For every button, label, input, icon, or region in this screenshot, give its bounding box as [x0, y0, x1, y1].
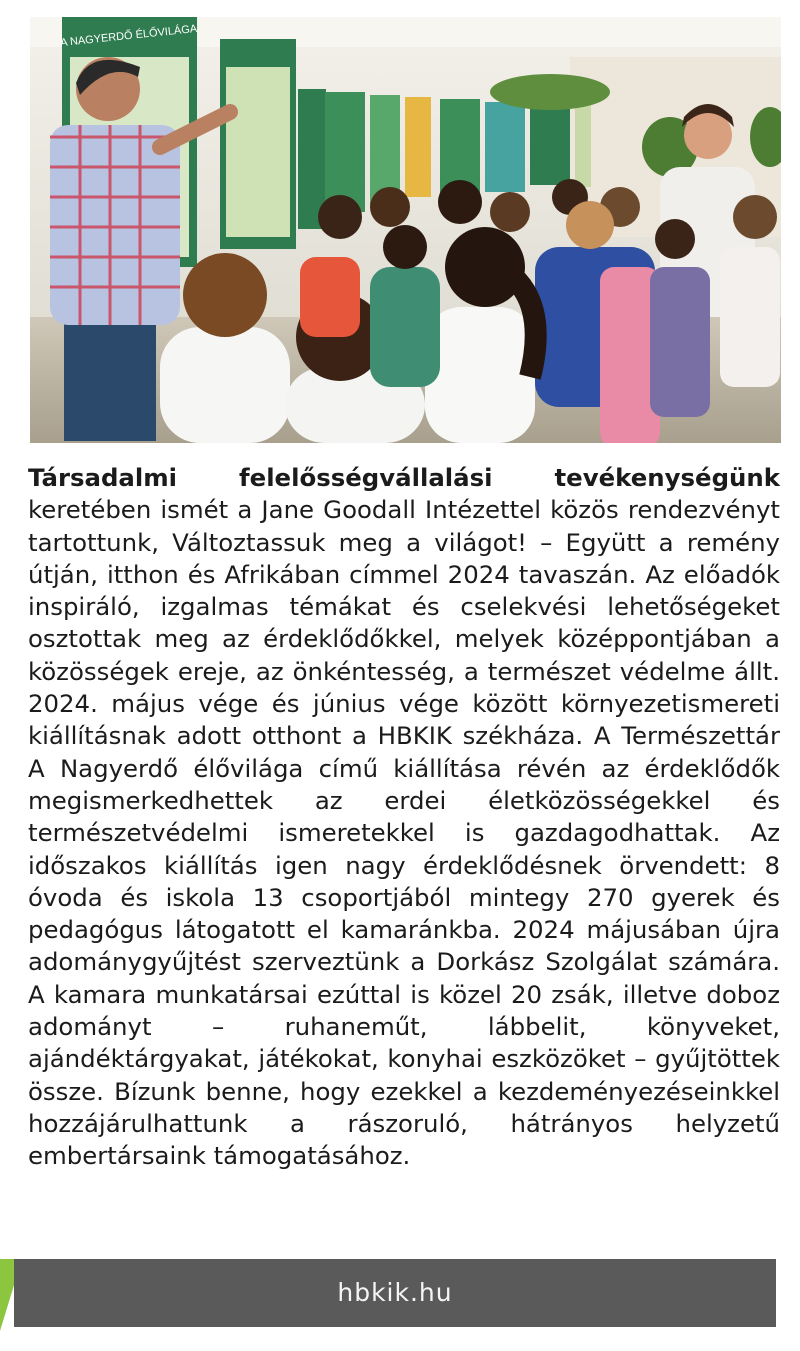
- website-link[interactable]: hbkik.hu: [337, 1278, 453, 1307]
- event-photo: [30, 17, 781, 443]
- article-body: keretében ismét a Jane Goodall Intézettel közös rendezvényt tartottunk, Változtassuk meg a világot! – Együtt a remény útján, itthon és Afrikában címmel 2024 tavaszán. Az előadók inspiráló, izgalmas témákat és cselekvési lehetőségeket osztottak meg az érdeklődőkkel, melyek középpontjában a közösségek ereje, az önkéntesség, a természet védelme állt. 2024. május vége és június vége között környezetismereti kiállításnak adott otthont a HBKIK székháza. A Természettár A Nagyerdő élővilága című kiállítása révén az érdeklődők megismerkedhettek az erdei életközösségekkel és természetvédelmi ismeretekkel is gazdagodhattak. Az időszakos kiállítás igen nagy érdeklődésnek örvendett: 8 óvoda és iskola 13 csoportjából mintegy 270 gyerek és pedagógus látogatott el kamaránkba. 2024 májusában újra adománygyűjtést szerveztünk a Dorkász Szolgálat számára. A kamara munkatársai ezúttal is közel 20 zsák, illetve doboz adományt – ruhaneműt, lábbelit, könyveket, ajándéktárgyakat, játékokat, konyhai eszközöket – gyűjtöttek össze. Bízunk benne, hogy ezekkel a kezdeményezéseinkkel hozzájárulhattunk a rászoruló, hátrányos helyzetű embertársaink támogatásához.: [28, 495, 780, 1171]
- exhibition-visit-image: [30, 17, 781, 443]
- banner-title: A NAGYERDŐ ÉLŐVILÁGA: [59, 22, 198, 50]
- article-paragraph: [28, 462, 780, 1173]
- article-lead: Társadalmi felelősségvállalási tevékenységünk: [28, 463, 780, 492]
